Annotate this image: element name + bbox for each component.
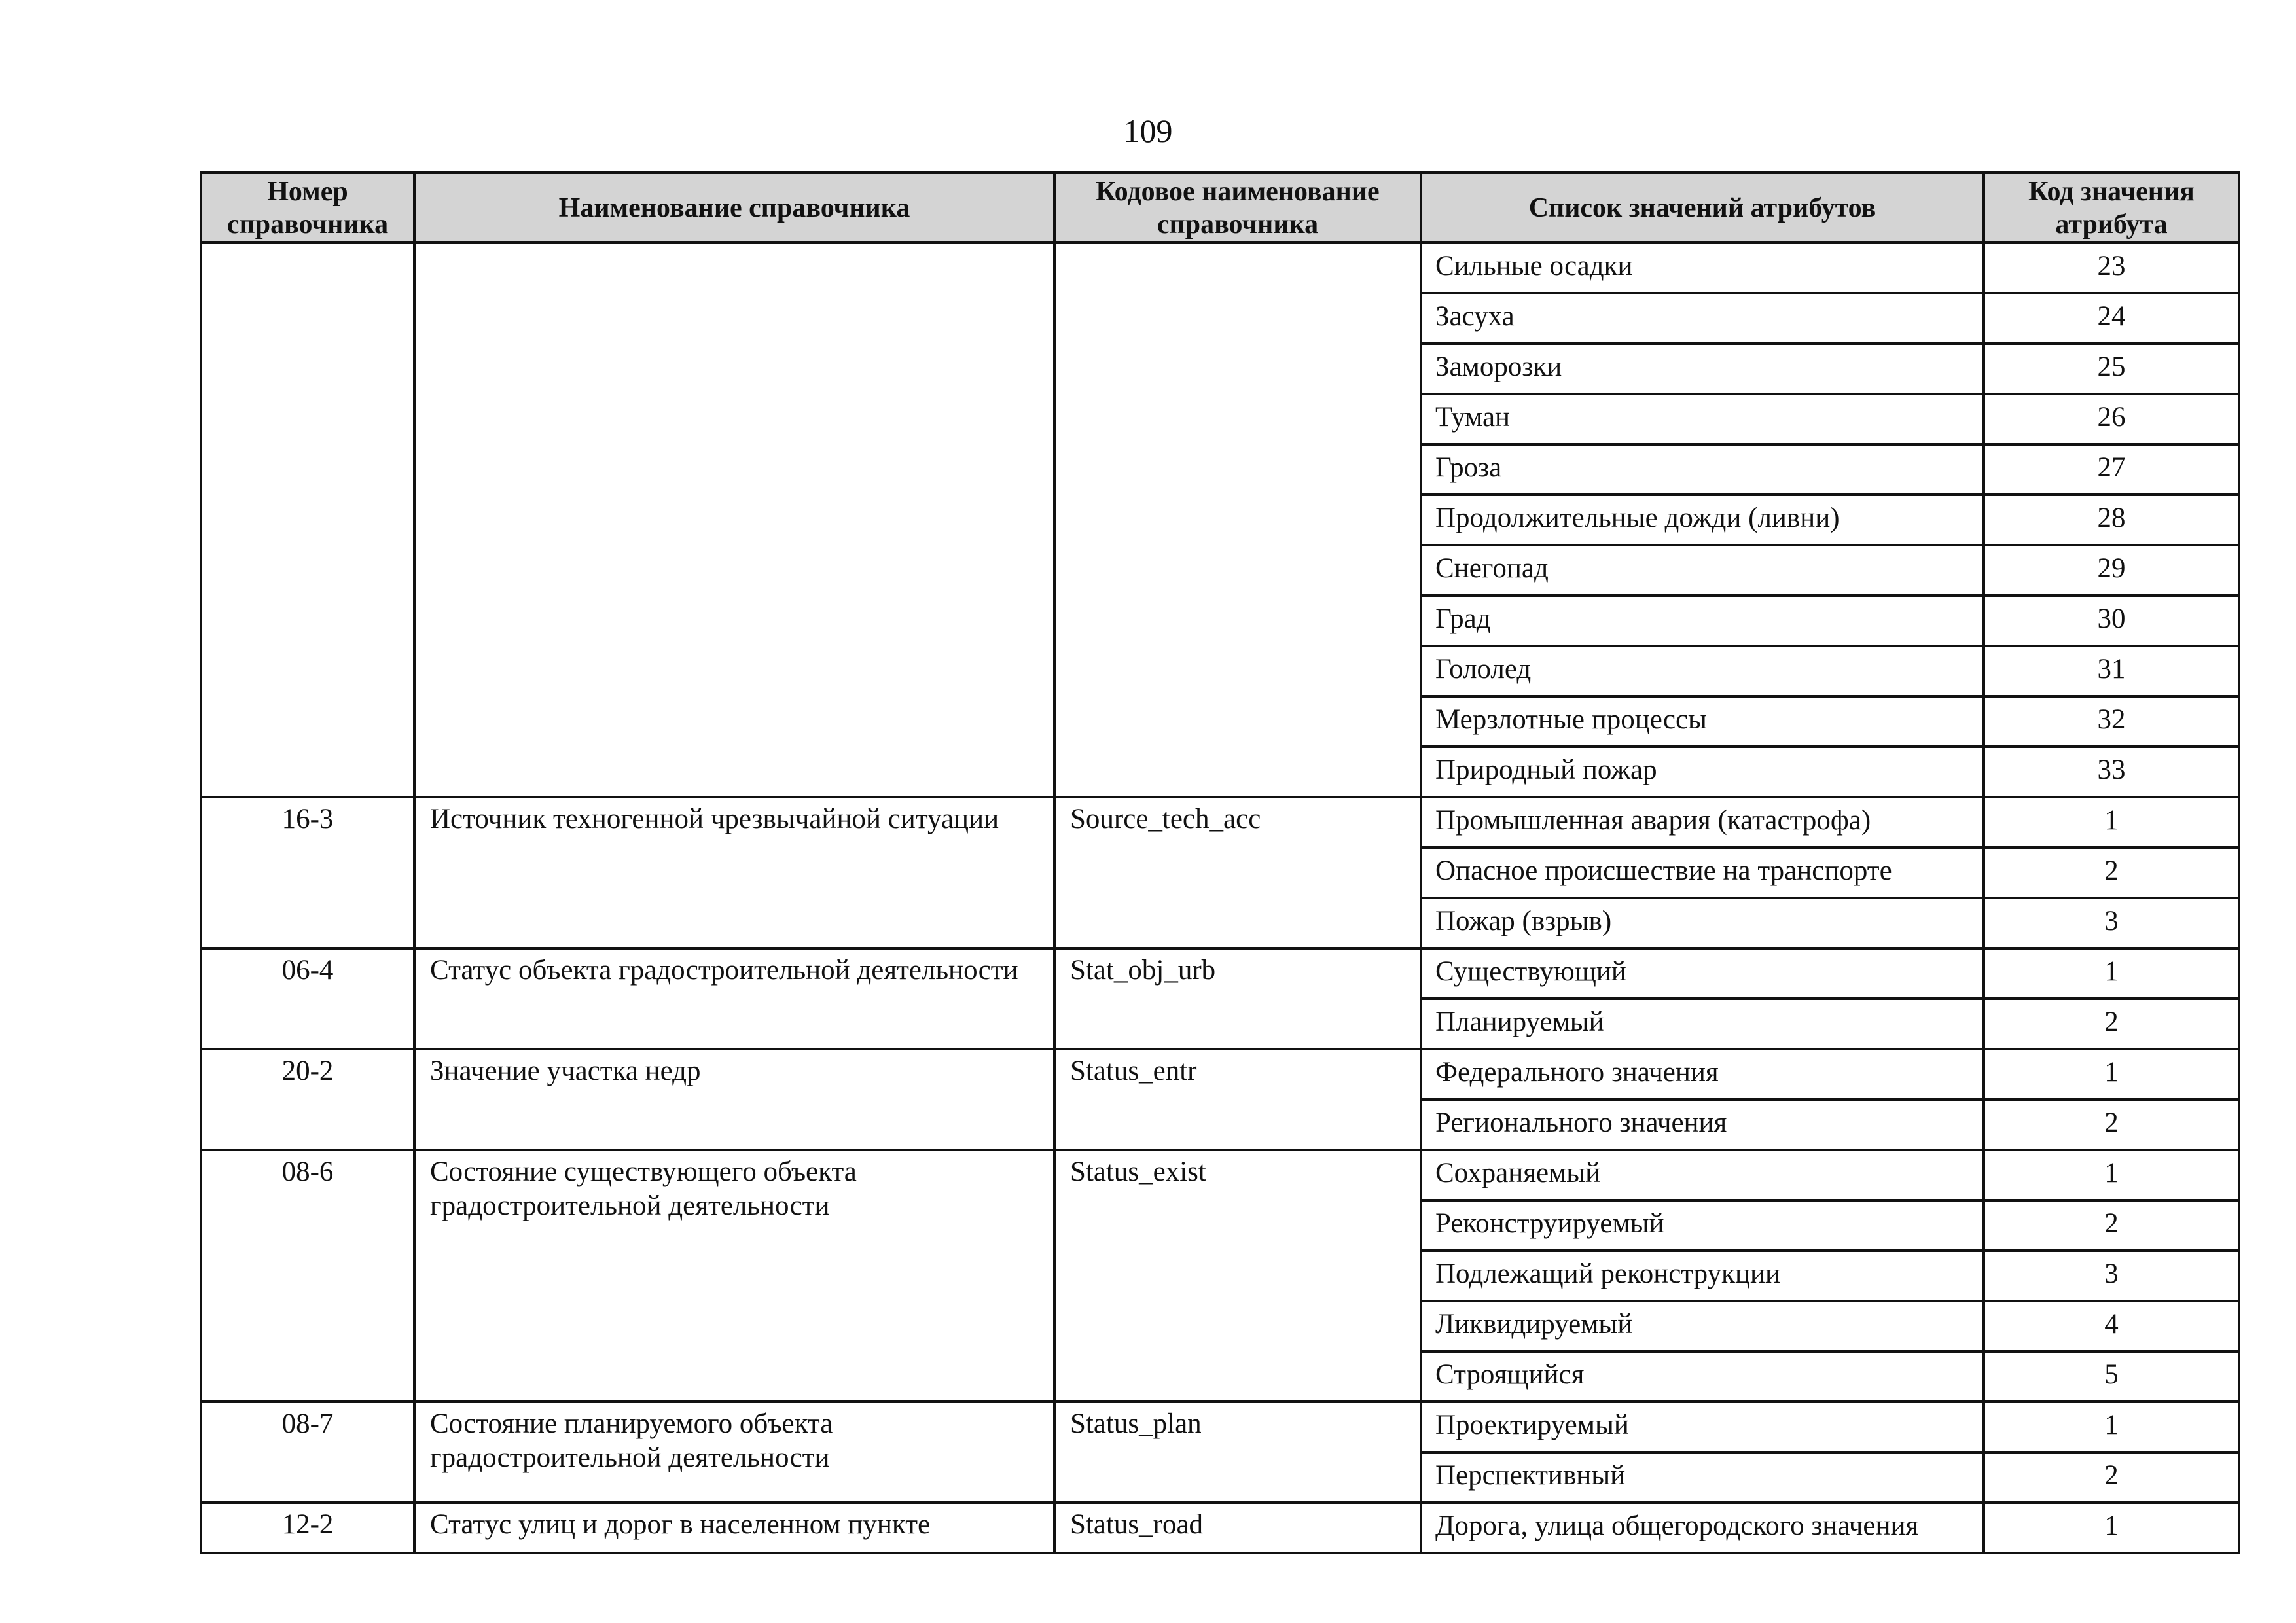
attribute-value-code: 32 (1984, 696, 2239, 747)
attribute-value-code: 3 (1984, 898, 2239, 948)
table-row (201, 243, 2239, 293)
header-row (201, 173, 2239, 243)
attribute-value-code: 1 (1984, 1049, 2239, 1099)
continued-num-cell (201, 243, 414, 797)
attribute-value-code: 1 (1984, 1402, 2239, 1452)
attribute-value: Существующий (1421, 948, 1984, 999)
attribute-value-code: 2 (1984, 1200, 2239, 1251)
reference-number: 08-6 (201, 1150, 414, 1402)
attribute-value: Реконструируемый (1421, 1200, 1984, 1251)
attribute-value: Снегопад (1421, 545, 1984, 596)
table-row (201, 948, 2239, 999)
reference-name: Статус улиц и дорог в населенном пункте (414, 1503, 1054, 1553)
table-row (201, 1503, 2239, 1553)
attribute-value-code: 5 (1984, 1351, 2239, 1402)
attribute-value: Заморозки (1421, 344, 1984, 394)
attribute-value: Гроза (1421, 444, 1984, 495)
attribute-value: Гололед (1421, 646, 1984, 696)
attribute-value: Проектируемый (1421, 1402, 1984, 1452)
attribute-value: Ликвидируемый (1421, 1301, 1984, 1351)
attribute-value: Строящийся (1421, 1351, 1984, 1402)
attribute-value-code: 30 (1984, 596, 2239, 646)
table-row (201, 1150, 2239, 1200)
attribute-value-code: 33 (1984, 747, 2239, 797)
reference-code-name: Status_plan (1054, 1402, 1421, 1503)
attribute-value: Продолжительные дожди (ливни) (1421, 495, 1984, 545)
page-number: 109 (1123, 113, 1173, 149)
table-body (201, 243, 2239, 1553)
table-row (201, 1402, 2239, 1452)
attribute-value: Природный пожар (1421, 747, 1984, 797)
attribute-value-code: 1 (1984, 1150, 2239, 1200)
attribute-value: Сильные осадки (1421, 243, 1984, 293)
attribute-value: Опасное происшествие на транспорте (1421, 847, 1984, 898)
header-value-code: Код значения атрибута (1984, 173, 2239, 243)
header-code: Кодовое наименование справочника (1054, 173, 1421, 243)
attribute-value-code: 1 (1984, 1503, 2239, 1553)
reference-number: 06-4 (201, 948, 414, 1049)
header-values: Список значений атрибутов (1421, 173, 1984, 243)
attribute-value-code: 4 (1984, 1301, 2239, 1351)
attribute-value-code: 25 (1984, 344, 2239, 394)
reference-name: Источник техногенной чрезвычайной ситуации (414, 797, 1054, 948)
attribute-value: Дорога, улица общегородского значения (1421, 1503, 1984, 1553)
attribute-value-code: 3 (1984, 1251, 2239, 1301)
reference-name: Значение участка недр (414, 1049, 1054, 1150)
reference-number: 16-3 (201, 797, 414, 948)
attribute-value: Регионального значения (1421, 1099, 1984, 1150)
attribute-value: Засуха (1421, 293, 1984, 344)
attribute-value-code: 1 (1984, 797, 2239, 847)
table-header (201, 173, 2239, 243)
attribute-value-code: 26 (1984, 394, 2239, 444)
header-name: Наименование справочника (414, 173, 1054, 243)
attribute-value-code: 2 (1984, 999, 2239, 1049)
reference-table-container (200, 171, 2238, 1554)
attribute-value: Подлежащий реконструкции (1421, 1251, 1984, 1301)
attribute-value-code: 1 (1984, 948, 2239, 999)
reference-number: 20-2 (201, 1049, 414, 1150)
attribute-value: Перспективный (1421, 1452, 1984, 1503)
attribute-value: Промышленная авария (катастрофа) (1421, 797, 1984, 847)
reference-code-name: Status_road (1054, 1503, 1421, 1553)
reference-number: 12-2 (201, 1503, 414, 1553)
reference-code-name: Stat_obj_urb (1054, 948, 1421, 1049)
attribute-value: Федерального значения (1421, 1049, 1984, 1099)
reference-code-name: Status_exist (1054, 1150, 1421, 1402)
header-num: Номер справочника (201, 173, 414, 243)
attribute-value: Пожар (взрыв) (1421, 898, 1984, 948)
attribute-value-code: 2 (1984, 847, 2239, 898)
attribute-value-code: 2 (1984, 1452, 2239, 1503)
reference-name: Статус объекта градостроительной деятельности (414, 948, 1054, 1049)
reference-number: 08-7 (201, 1402, 414, 1503)
reference-code-name: Status_entr (1054, 1049, 1421, 1150)
attribute-value: Планируемый (1421, 999, 1984, 1049)
continued-name-cell (414, 243, 1054, 797)
continued-code-cell (1054, 243, 1421, 797)
attribute-value-code: 2 (1984, 1099, 2239, 1150)
table-row (201, 1049, 2239, 1099)
attribute-value-code: 24 (1984, 293, 2239, 344)
attribute-value-code: 23 (1984, 243, 2239, 293)
reference-code-name: Source_tech_acc (1054, 797, 1421, 948)
attribute-value-code: 31 (1984, 646, 2239, 696)
reference-table (200, 171, 2240, 1554)
attribute-value: Град (1421, 596, 1984, 646)
reference-name: Состояние существующего объекта градостроительной деятельности (414, 1150, 1054, 1402)
attribute-value-code: 27 (1984, 444, 2239, 495)
attribute-value: Туман (1421, 394, 1984, 444)
attribute-value-code: 29 (1984, 545, 2239, 596)
attribute-value-code: 28 (1984, 495, 2239, 545)
reference-name: Состояние планируемого объекта градостроительной деятельности (414, 1402, 1054, 1503)
attribute-value: Сохраняемый (1421, 1150, 1984, 1200)
table-row (201, 797, 2239, 847)
attribute-value: Мерзлотные процессы (1421, 696, 1984, 747)
